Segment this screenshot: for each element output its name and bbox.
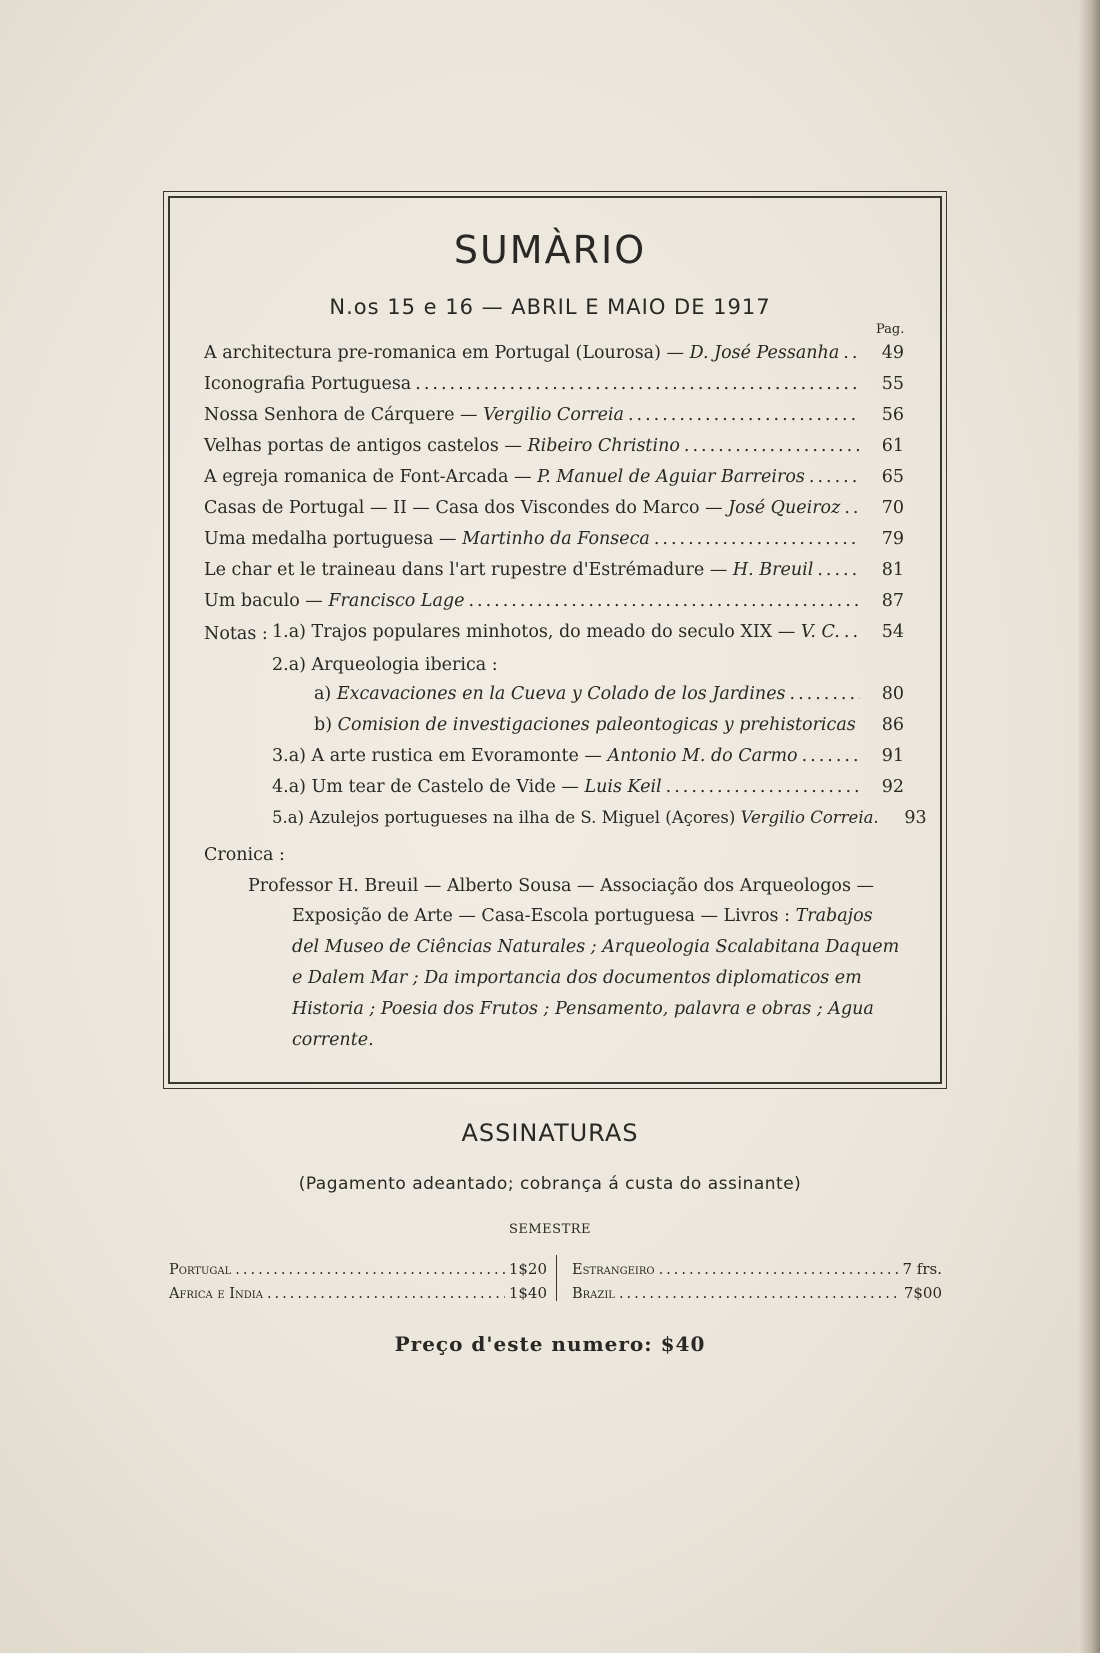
price-row-portugal: Portugal ..... 1$20 [169,1260,547,1278]
nota-row: 1.a) Trajos populares minhotos, do meado do seculo XIX — V. C. ..... 54 [272,622,904,648]
toc-row: Iconografia Portuguesa ..... 55 [204,374,904,400]
issue-price: Preço d'este numero: $40 [394,1332,706,1356]
subscriptions-title: ASSINATURAS [461,1119,639,1147]
toc-row: Casas de Portugal — II — Casa dos Viscondes do Marco — José Queiroz ..... 70 [204,498,904,524]
price-row-africa: Africa e India ..... 1$40 [169,1284,547,1302]
notas-label: Notas : [204,624,268,644]
toc-row: Uma medalha portuguesa — Martinho da Fonseca ..... 79 [204,529,904,555]
cronica-line: Historia ; Poesia dos Frutos ; Pensamento, palavra e obras ; Agua [292,999,874,1019]
price-row-brazil: Brazil ..... 7$00 [572,1284,942,1302]
toc-row: Le char et le traineau dans l'art rupestre d'Estrémadure — H. Breuil ..... 81 [204,560,904,586]
nota-row: 4.a) Um tear de Castelo de Vide — Luis Keil ..... 92 [272,777,904,803]
nota-row: 3.a) A arte rustica em Evoramonte — Antonio M. do Carmo ..... 91 [272,746,904,772]
payment-note: (Pagamento adeantado; cobrança á custa do assinante) [298,1174,802,1194]
cronica-line: Exposição de Arte — Casa-Escola portuguesa — Livros : Trabajos [292,906,873,926]
toc-row: Nossa Senhora de Cárquere — Vergilio Correia ..... 56 [204,405,904,431]
cronica-line: Professor H. Breuil — Alberto Sousa — Associação dos Arqueologos — [248,876,874,896]
nota-subrow: a) Excavaciones en la Cueva y Colado de los Jardines ..... 80 [314,684,904,710]
toc-row: A egreja romanica de Font-Arcada — P. Manuel de Aguiar Barreiros ..... 65 [204,467,904,493]
semester-label: SEMESTRE [508,1222,592,1237]
toc-row: A architectura pre-romanica em Portugal (Lourosa) — D. José Pessanha ..... 49 [204,343,904,369]
page-title: SUMÀRIO [453,228,647,272]
nota-row: 2.a) Arqueologia iberica : [272,655,498,675]
issue-line: N.os 15 e 16 — ABRIL E MAIO DE 1917 [329,295,771,319]
nota-row: 5.a) Azulejos portugueses na ilha de S. Miguel (Açores) Vergilio Correia. 93 [272,808,927,828]
nota-subrow: b) Comision de investigaciones paleontogicas y prehistoricas ..... 86 [314,715,904,741]
toc-row: Um baculo — Francisco Lage ..... 87 [204,591,904,617]
price-row-estrangeiro: Estrangeiro ..... 7 frs. [572,1260,942,1278]
cronica-line: corrente. [292,1030,374,1050]
cronica-label: Cronica : [204,845,285,865]
toc-row: Velhas portas de antigos castelos — Ribeiro Christino ..... 61 [204,436,904,462]
cronica-line: del Museo de Ciências Naturales ; Arqueologia Scalabitana Daquem [292,937,900,957]
page-column-label: Pag. [876,322,905,337]
price-divider [556,1255,557,1301]
cronica-line: e Dalem Mar ; Da importancia dos documentos diplomaticos em [292,968,862,988]
